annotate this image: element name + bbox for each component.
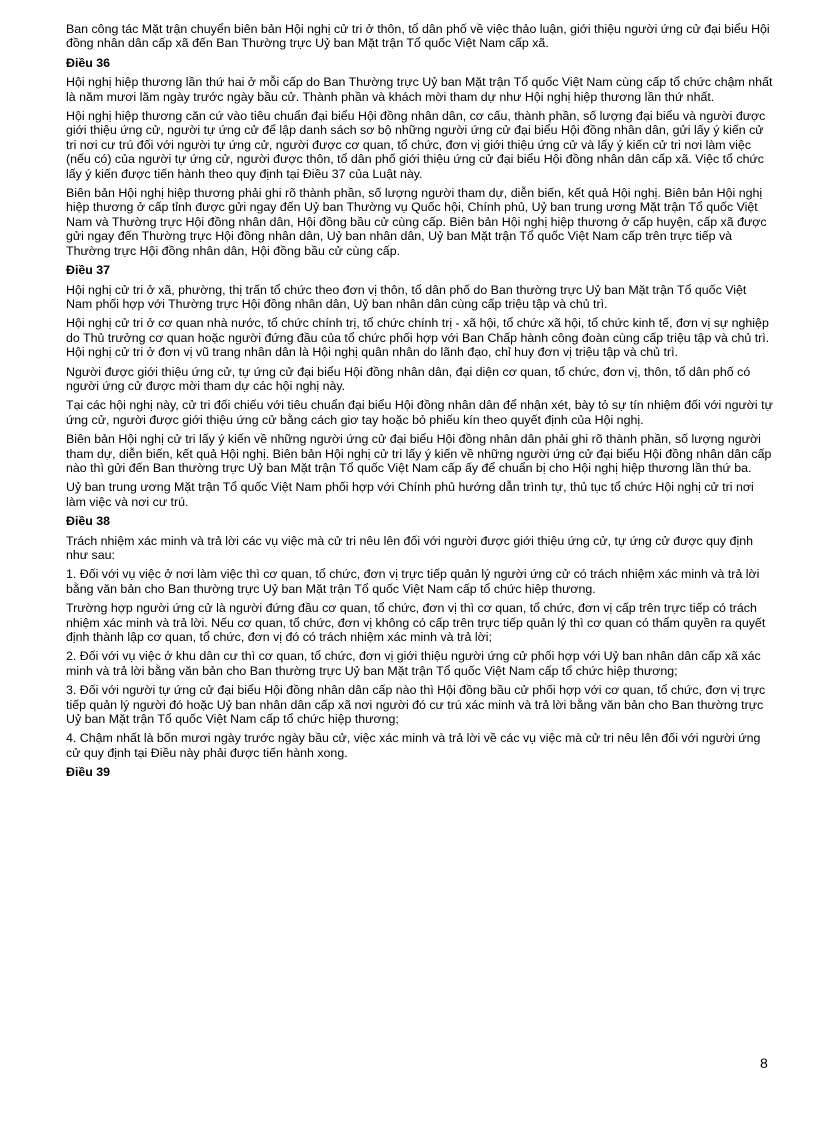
paragraph: Ban công tác Mặt trận chuyển biên bản Hội nghị cử tri ở thôn, tổ dân phố về việc thảo luận, giới thiệu người ứng cử đại biểu Hội đồng nhân dân cấp xã đến Ban Thường trực Uỷ ban Mặt trận Tổ quốc Việt Nam cấp xã. [66, 22, 770, 51]
paragraph: Uỷ ban trung ương Mặt trận Tổ quốc Việt Nam phối hợp với Chính phủ hướng dẫn trình tự, thủ tục tổ chức Hội nghị cử tri nơi làm việc và nơi cư trú. [66, 480, 754, 509]
paragraph: 4. Chậm nhất là bốn mươi ngày trước ngày bầu cử, việc xác minh và trả lời về các vụ việc mà cử tri nêu lên đối với người ứng cử quy định tại Điều này phải được tiến hành xong. [66, 731, 761, 760]
paragraph: Người được giới thiệu ứng cử, tự ứng cử đại biểu Hội đồng nhân dân, đại diện cơ quan, tổ chức, đơn vị, thôn, tổ dân phố có người ứng cử được mời tham dự các hội nghị này. [66, 364, 751, 393]
paragraph: 1. Đối với vụ việc ở nơi làm việc thì cơ quan, tổ chức, đơn vị trực tiếp quản lý người ứng cử có trách nhiệm xác minh và trả lời bằng văn bản cho Ban thường trực Uỷ ban Mặt trận Tổ quốc Việt Nam cấp tổ chức hiệp thương. [66, 567, 760, 596]
article-heading: Điều 37 [66, 263, 111, 278]
paragraph: Hội nghị cử tri ở cơ quan nhà nước, tổ chức chính trị, tổ chức chính trị - xã hội, tổ chức xã hội, tổ chức kinh tế, đơn vị sự nghiệp do Thủ trưởng cơ quan hoặc người đứng đầu của tổ chức phối hợp với Ban Chấp hành công đoàn cùng cấp triệu tập và chủ trì. Hội nghị cử tri ở đơn vị vũ trang nhân dân là Hội nghị quân nhân do lãnh đạo, chỉ huy đơn vị triệu tập và chủ trì. [66, 316, 770, 360]
article-heading: Điều 39 [66, 765, 111, 780]
paragraph: Hội nghị cử tri ở xã, phường, thị trấn tổ chức theo đơn vị thôn, tổ dân phố do Ban thường trực Uỷ ban Mặt trận Tổ quốc Việt Nam phối hợp với Thường trực Hội đồng nhân dân, Uỷ ban nhân dân cùng cấp triệu tập và chủ trì. [66, 282, 747, 311]
paragraph: Tại các hội nghị này, cử tri đối chiếu với tiêu chuẩn đại biểu Hội đồng nhân dân để nhận xét, bày tỏ sự tín nhiệm đối với người tự ứng cử, người được giới thiệu ứng cử bằng cách giơ tay hoặc bỏ phiếu kín theo quyết định của Hội nghị. [66, 398, 773, 427]
paragraph: Biên bản Hội nghị hiệp thương phải ghi rõ thành phần, số lượng người tham dự, diễn biến, kết quả Hội nghị. Biên bản Hội nghị hiệp thương ở cấp tỉnh được gửi ngay đến Uỷ ban Thường vụ Quốc hội, Chính phủ, Uỷ ban trung ương Mặt trận Tổ quốc Việt Nam và Thường trực Hội đồng nhân dân, Hội đồng bầu cử cùng cấp. Biên bản Hội nghị hiệp thương ở cấp huyện, cấp xã được gửi ngay đến Thường trực Hội đồng nhân dân, Uỷ ban nhân dân, Uỷ ban Mặt trận Tổ quốc Việt Nam cấp trên trực tiếp và Thường trực Hội đồng nhân dân, Hội đồng bầu cử cùng cấp. [66, 186, 767, 258]
paragraph: Biên bản Hội nghị cử tri lấy ý kiến về những người ứng cử đại biểu Hội đồng nhân dân phải ghi rõ thành phần, số lượng người tham dự, diễn biến, kết quả Hội nghị. Biên bản Hội nghị cử tri lấy ý kiến về những người ứng cử đại biểu Hội đồng nhân dân cấp nào thì gửi đến Ban thường trực Uỷ ban Mặt trận Tổ quốc Việt Nam cấp ấy để chuẩn bị cho Hội nghị hiệp thương lần thứ ba. [66, 432, 772, 475]
paragraph: Trường hợp người ứng cử là người đứng đầu cơ quan, tổ chức, đơn vị thì cơ quan, tổ chức, đơn vị cấp trên trực tiếp có trách nhiệm xác minh và trả lời. Nếu cơ quan, tổ chức, đơn vị không có cấp trên trực tiếp quản lý thì cơ quan có thẩm quyền ra quyết định thành lập cơ quan, tổ chức, đơn vị đó có trách nhiệm xác minh và trả lời; [66, 601, 766, 645]
paragraph: 2. Đối với vụ việc ở khu dân cư thì cơ quan, tổ chức, đơn vị giới thiệu người ứng cử phối hợp với Uỷ ban nhân dân cấp xã xác minh và trả lời bằng văn bản cho Ban thường trực Uỷ ban Mặt trận Tổ quốc Việt Nam cấp tổ chức hiệp thương; [66, 649, 761, 678]
page-number: 8 [760, 1055, 768, 1071]
paragraph: Hội nghị hiệp thương căn cứ vào tiêu chuẩn đại biểu Hội đồng nhân dân, cơ cấu, thành phần, số lượng đại biểu và người được giới thiệu ứng cử, người tự ứng cử để lập danh sách sơ bộ những người ứng cử đại biểu Hội đồng nhân dân, gửi lấy ý kiến cử tri nơi cư trú đối với người tự ứng cử, người được cơ quan, tổ chức, đơn vị giới thiệu ứng cử và lấy ý kiến cử tri nơi làm việc (nếu có) của người tự ứng cử, người được thôn, tổ dân phố giới thiệu ứng cử đại biểu Hội đồng nhân dân cấp xã. Việc tổ chức lấy ý kiến được tiến hành theo quy định tại Điều 37 của Luật này. [66, 109, 766, 181]
paragraph: Trách nhiệm xác minh và trả lời các vụ việc mà cử tri nêu lên đối với người được giới thiệu ứng cử, tự ứng cử được quy định như sau: [66, 533, 753, 562]
article-heading: Điều 38 [66, 514, 111, 529]
document-body [66, 22, 774, 785]
paragraph: Hội nghị hiệp thương lần thứ hai ở mỗi cấp do Ban Thường trực Uỷ ban Mặt trận Tổ quốc Việt Nam cùng cấp tổ chức chậm nhất là năm mươi lăm ngày trước ngày bầu cử. Thành phần và khách mời tham dự như Hội nghị hiệp thương lần thứ nhất. [66, 75, 773, 104]
article-heading: Điều 36 [66, 55, 111, 70]
paragraph: 3. Đối với người tự ứng cử đại biểu Hội đồng nhân dân cấp nào thì Hội đồng bầu cử phối hợp với cơ quan, tổ chức, đơn vị trực tiếp quản lý người đó hoặc Uỷ ban nhân dân cấp xã nơi người đó cư trú xác minh và trả lời bằng văn bản cho Ban thường trực Uỷ ban Mặt trận Tổ quốc Việt Nam cấp tổ chức hiệp thương; [66, 683, 766, 727]
